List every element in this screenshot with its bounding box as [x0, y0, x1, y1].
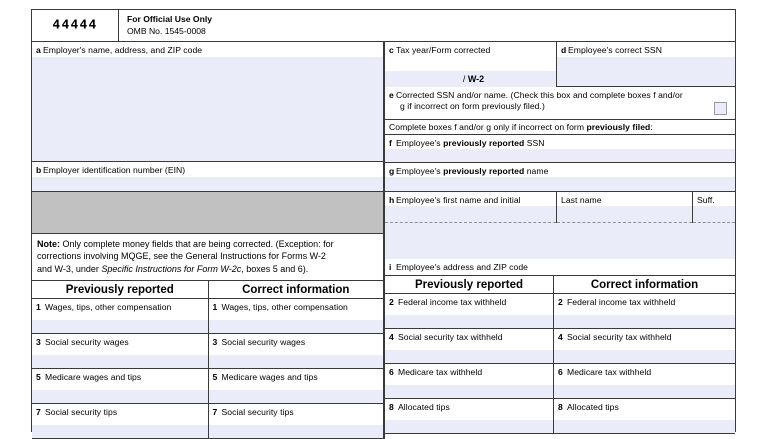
box-1-correct-information[interactable]	[209, 299, 386, 334]
box-1-number: 1	[36, 302, 41, 312]
box-h-last-name-label: Last name	[561, 194, 602, 205]
box-6-input-area[interactable]	[385, 385, 553, 398]
box-3-input-area[interactable]	[32, 355, 208, 368]
money-row	[385, 329, 735, 364]
header-previously-reported-right: Previously reported	[385, 276, 554, 294]
box-h-suffix-label: Suff.	[697, 194, 715, 205]
box-4-previously-reported[interactable]	[385, 329, 554, 364]
left-column-headers	[32, 281, 385, 299]
complete-note-suffix: :	[650, 122, 653, 132]
money-row	[32, 369, 385, 404]
header-correct-information-left: Correct information	[209, 281, 386, 299]
employee-address-input-area[interactable]	[385, 223, 735, 259]
box-2c-input-area[interactable]	[554, 315, 735, 328]
box-i-letter: i	[389, 261, 392, 272]
box-h-label: Employee's first name and initial	[396, 194, 521, 205]
box-4c-number: 4	[558, 332, 563, 342]
box-h-first-input-area[interactable]	[385, 206, 556, 223]
box-1-input-area[interactable]	[32, 320, 208, 333]
gray-reserved-block	[32, 192, 385, 234]
box-3-label: Social security wages	[45, 337, 129, 347]
header-correct-information-right: Correct information	[554, 276, 735, 294]
box-d-employee-correct-ssn[interactable]	[557, 42, 735, 87]
box-6-correct-information[interactable]	[554, 364, 735, 399]
box-g-suffix: name	[524, 165, 549, 176]
box-e-checkbox[interactable]	[714, 102, 727, 115]
box-f-suffix: SSN	[524, 137, 545, 148]
box-6c-input-area[interactable]	[554, 385, 735, 398]
box-8c-number: 8	[558, 402, 563, 412]
note-text-1: Only complete money fields that are being corrected. (Exception: for	[60, 239, 334, 249]
box-1c-input-area[interactable]	[209, 320, 384, 333]
box-5-correct-information[interactable]	[209, 369, 386, 404]
box-4c-input-area[interactable]	[554, 350, 735, 363]
box-1-label: Wages, tips, other compensation	[45, 302, 172, 312]
box-b-label: Employer identification number (EIN)	[43, 164, 186, 175]
box-g-prefix: Employee's	[396, 165, 444, 176]
box-5-label: Medicare wages and tips	[45, 372, 142, 382]
money-row	[385, 294, 735, 329]
box-g-bold: previously reported	[443, 165, 525, 176]
omb-number-label: OMB No. 1545-0008	[127, 26, 206, 36]
box-4-input-area[interactable]	[385, 350, 553, 363]
box-h-employee-last-name[interactable]	[557, 192, 693, 223]
box-7-number: 7	[36, 407, 41, 417]
box-4c-label: Social security tax withheld	[567, 332, 672, 342]
box-d-input-area[interactable]	[557, 57, 735, 86]
box-7c-label: Social security tips	[221, 407, 294, 417]
box-8-previously-reported[interactable]	[385, 399, 554, 434]
box-f-letter: f	[389, 137, 392, 148]
money-row	[385, 399, 735, 434]
box-7-label: Social security tips	[45, 407, 118, 417]
right-column-headers	[385, 276, 735, 294]
box-b-input-area[interactable]	[32, 177, 383, 191]
control-number-value: 44444	[52, 18, 98, 33]
box-f-previously-reported-ssn[interactable]	[385, 135, 735, 163]
box-8-number: 8	[389, 402, 394, 412]
box-f-bold: previously reported	[443, 137, 525, 148]
box-c-label: Tax year/Form corrected	[396, 44, 491, 55]
note-line-1	[37, 238, 378, 250]
box-a-employer-name-address[interactable]	[32, 42, 385, 162]
box-8-label: Allocated tips	[398, 402, 450, 412]
box-2-input-area[interactable]	[385, 315, 553, 328]
box-e-label-line1: Corrected SSN and/or name. (Check this box and complete boxes f and/or	[396, 89, 683, 100]
box-c-letter: c	[389, 44, 394, 55]
box-i-employee-address-zip	[385, 259, 735, 276]
complete-note-prefix: Complete boxes f and/or g only if incorrect on form	[389, 122, 587, 132]
box-5-number: 5	[36, 372, 41, 382]
box-3c-number: 3	[212, 337, 218, 347]
box-5c-label: Medicare wages and tips	[221, 372, 318, 382]
box-f-prefix: Employee's	[396, 137, 444, 148]
note-block	[32, 234, 385, 281]
box-b-letter: b	[36, 164, 42, 175]
box-8-input-area[interactable]	[385, 420, 553, 433]
box-1-previously-reported[interactable]	[32, 299, 209, 334]
box-8c-input-area[interactable]	[554, 420, 735, 433]
form-header-strip	[32, 10, 735, 42]
box-c-form-type-value	[385, 74, 556, 84]
box-8-correct-information[interactable]	[554, 399, 735, 434]
money-row	[32, 404, 385, 439]
form-right-column	[385, 42, 735, 439]
box-4-correct-information[interactable]	[554, 329, 735, 364]
box-3-previously-reported[interactable]	[32, 334, 209, 369]
box-a-input-area[interactable]	[32, 57, 383, 161]
box-g-letter: g	[389, 165, 395, 176]
box-3-number: 3	[36, 337, 41, 347]
box-g-input-area[interactable]	[385, 177, 735, 191]
box-2-number: 2	[389, 297, 394, 307]
w2c-form-sheet	[31, 9, 736, 432]
box-d-label: Employee's correct SSN	[568, 44, 662, 55]
box-e-corrected-ssn-name[interactable]	[385, 87, 735, 120]
box-d-letter: d	[561, 44, 567, 55]
box-g-previously-reported-name[interactable]	[385, 163, 735, 192]
box-h-employee-first-name[interactable]	[385, 192, 557, 223]
box-3c-input-area[interactable]	[209, 355, 384, 368]
box-5-input-area[interactable]	[32, 390, 208, 403]
box-c-tax-year-form-corrected[interactable]	[385, 42, 557, 87]
box-2-previously-reported[interactable]	[385, 294, 554, 329]
box-6-number: 6	[389, 367, 394, 377]
box-3c-label: Social security wages	[221, 337, 306, 347]
box-c-form-type: W-2	[467, 74, 485, 84]
complete-note-bold: previously filed	[586, 122, 651, 132]
box-7-previously-reported[interactable]	[32, 404, 209, 439]
official-use-box	[119, 10, 735, 42]
box-i-label: Employee's address and ZIP code	[396, 261, 529, 272]
box-1c-number: 1	[212, 302, 218, 312]
box-6c-label: Medicare tax withheld	[567, 367, 652, 377]
note-line-3	[37, 263, 378, 275]
box-a-label: Employer's name, address, and ZIP code	[43, 44, 203, 55]
box-5c-number: 5	[212, 372, 218, 382]
box-6c-number: 6	[558, 367, 563, 377]
box-2c-number: 2	[558, 297, 563, 307]
note-text-3b: , boxes 5 and 6).	[241, 263, 309, 274]
note-text-3a: and W-3, under	[37, 263, 102, 274]
box-a-letter: a	[36, 44, 41, 55]
complete-boxes-instruction	[385, 120, 735, 135]
box-1c-label: Wages, tips, other compensation	[221, 302, 348, 312]
box-2-label: Federal income tax withheld	[398, 297, 507, 307]
note-italic-ref: Specific Instructions for Form W-2c	[101, 263, 242, 274]
box-h-suffix-input-area[interactable]	[693, 206, 735, 223]
box-8c-label: Allocated tips	[567, 402, 619, 412]
box-6-label: Medicare tax withheld	[398, 367, 483, 377]
box-h-employee-suffix[interactable]	[693, 192, 735, 223]
money-row	[32, 334, 385, 369]
box-4-label: Social security tax withheld	[398, 332, 503, 342]
box-b-employer-ein[interactable]	[32, 162, 385, 192]
control-number-box	[32, 10, 119, 42]
money-row	[385, 364, 735, 399]
box-7c-number: 7	[212, 407, 218, 417]
box-4-number: 4	[389, 332, 394, 342]
header-previously-reported-left: Previously reported	[32, 281, 209, 299]
box-7-correct-information[interactable]	[209, 404, 386, 439]
box-h-row	[385, 192, 735, 223]
box-6-previously-reported[interactable]	[385, 364, 554, 399]
money-row	[32, 299, 385, 334]
box-2c-label: Federal income tax withheld	[567, 297, 676, 307]
box-3-correct-information[interactable]	[209, 334, 386, 369]
box-f-input-area[interactable]	[385, 149, 735, 162]
box-e-label-line2: g if incorrect on form previously filed.)	[400, 101, 545, 111]
form-left-column	[32, 42, 385, 439]
official-use-label: For Official Use Only	[127, 14, 213, 24]
note-bold-label: Note:	[37, 239, 60, 249]
form-body	[32, 42, 735, 439]
note-line-2: corrections involving MQGE, see the General Instructions for Forms W-2	[37, 251, 326, 262]
box-e-letter: e	[389, 89, 394, 100]
box-cd-row	[385, 42, 735, 87]
box-5-previously-reported[interactable]	[32, 369, 209, 404]
box-2-correct-information[interactable]	[554, 294, 735, 329]
box-h-last-input-area[interactable]	[557, 206, 692, 223]
box-c-slash: /	[462, 74, 466, 84]
box-h-letter: h	[389, 194, 395, 205]
box-5c-input-area[interactable]	[209, 390, 384, 403]
